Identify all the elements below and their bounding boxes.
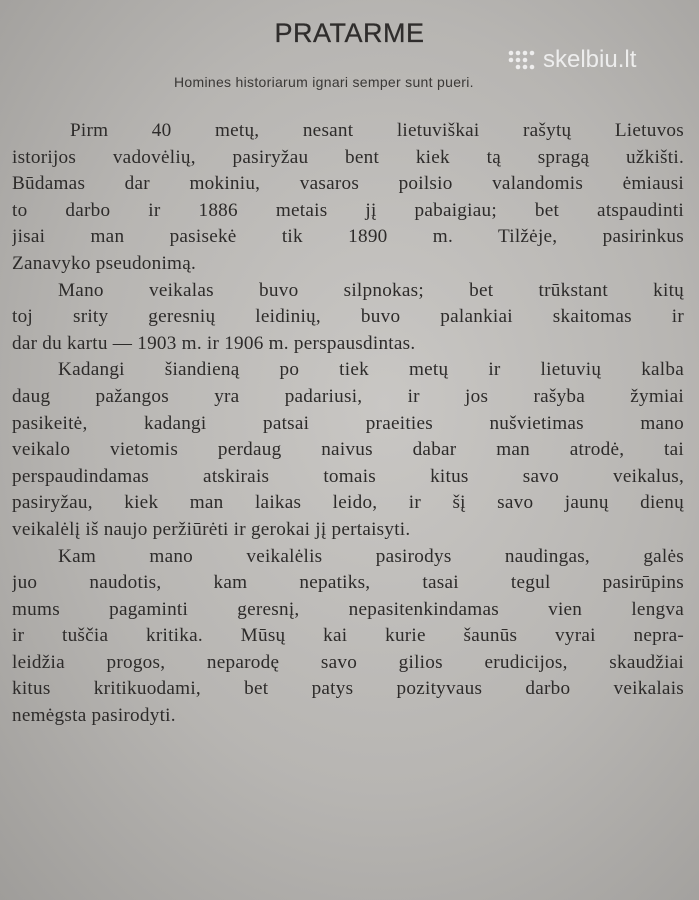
text-line: juo naudotis, kam nepatiks, tasai tegul pasirūpins xyxy=(12,572,684,594)
paragraph-4 xyxy=(12,544,684,730)
text-line: toj srity geresnių leidinių, buvo palankiai skaitomas ir xyxy=(12,306,684,328)
text-line: Pirm 40 metų, nesant lietuviškai rašytų Lietuvos xyxy=(70,120,684,141)
text-line: mums pagaminti geresnį, nepasitenkindamas vien lengva xyxy=(12,598,684,620)
text-line: Kam mano veikalėlis pasirodys naudingas, galės xyxy=(58,545,684,567)
text-line: daug pažangos yra padariusi, ir jos rašyba žymiai xyxy=(12,385,684,407)
text-line: veikalo vietomis perdaug naivus dabar man atrodė, tai xyxy=(12,439,684,461)
watermark-dots-icon xyxy=(505,46,539,74)
text-line: pasikeitė, kadangi patsai praeities nušvietimas mano xyxy=(12,412,684,434)
text-line: perspaudindamas atskirais tomais kitus savo veikalus, xyxy=(12,465,684,487)
paragraph-3 xyxy=(12,357,684,543)
text-line: Mano veikalas buvo silpnokas; bet trūkstant kitų xyxy=(58,279,684,301)
text-line: jisai man pasisekė tik 1890 m. Tilžėje, pasirinkus xyxy=(12,226,684,248)
text-line: Kadangi šiandieną po tiek metų ir lietuvių kalba xyxy=(58,359,684,381)
page-title: PRATARME xyxy=(274,18,425,48)
watermark-text: skelbiu.lt xyxy=(543,46,637,73)
text-line: nemėgsta pasirodyti. xyxy=(12,705,176,727)
paragraph-2 xyxy=(12,278,684,358)
text-line: pasiryžau, kiek man laikas leido, ir šį savo jaunų dienų xyxy=(12,492,684,514)
paragraph-1 xyxy=(12,118,684,278)
preface-body xyxy=(12,118,684,730)
site-watermark xyxy=(505,46,636,74)
text-line: dar du kartu — 1903 m. ir 1906 m. perspausdintas. xyxy=(12,332,416,354)
text-line: Būdamas dar mokiniu, vasaros poilsio valandomis ėmiausi xyxy=(12,173,684,195)
text-line: to darbo ir 1886 metais jį pabaigiau; bet atspaudinti xyxy=(12,199,684,221)
text-line: veikalėlį iš naujo peržiūrėti ir gerokai jį pertaisyti. xyxy=(12,518,411,540)
text-line: Zanavyko pseudonimą. xyxy=(12,252,197,274)
epigraph: Homines historiarum ignari semper sunt pueri. xyxy=(174,74,474,90)
text-line: kitus kritikuodami, bet patys pozityvaus darbo veikalais xyxy=(12,678,684,700)
text-line: istorijos vadovėlių, pasiryžau bent kiek tą spragą užkišti. xyxy=(12,146,684,168)
text-line: leidžia progos, neparodę savo gilios erudicijos, skaudžiai xyxy=(12,651,684,673)
text-line: ir tuščia kritika. Mūsų kai kurie šaunūs vyrai nepra- xyxy=(12,625,684,647)
